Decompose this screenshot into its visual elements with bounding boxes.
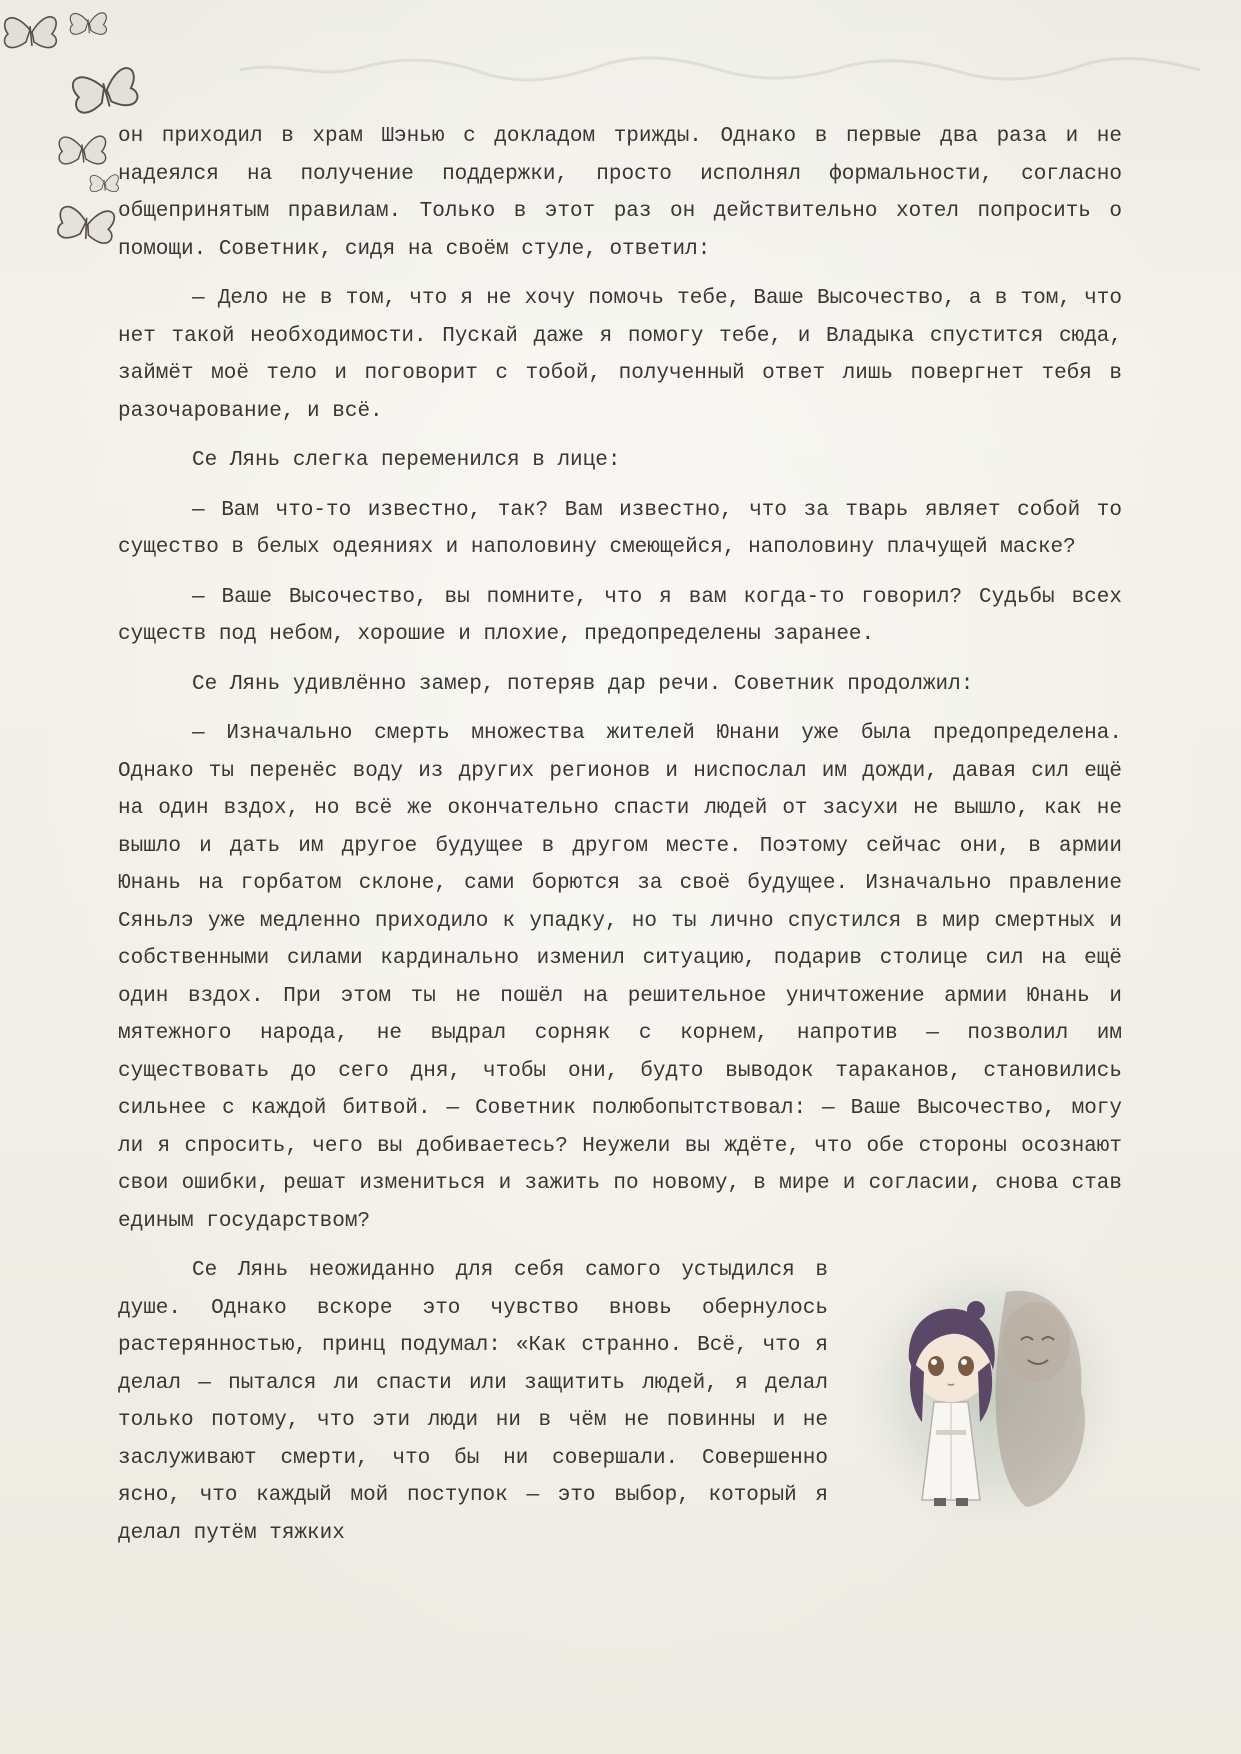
paragraph-6: Се Лянь удивлённо замер, потеряв дар речи. Советник продолжил: [192, 672, 974, 696]
paragraph-1: он приходил в храм Шэнью с докладом трижды. Однако в первые два раза и не надеялся на получение поддержки, просто исполнял формальности, согласно общепринятым правилам. Только в этот раз он действительно хотел попросить о помощи. Советник, сидя на своём стуле, ответил: [118, 125, 1122, 261]
paragraph-2: — Дело не в том, что я не хочу помочь тебе, Ваше Высочество, а в том, что нет такой необходимости. Пускай даже я помогу тебе, и Владыка спустится сюда, займёт моё тело и поговорит с тобой, полученный ответ лишь повергнет тебя в разочарование, и всё. [118, 287, 1122, 423]
chibi-character-illustration [856, 1252, 1122, 1530]
background-texture [240, 50, 1200, 90]
paragraph-4: — Вам что-то известно, так? Вам известно, что за тварь являет собой то существо в белых одеяниях и наполовину смеющейся, наполовину плачущей маске? [118, 498, 1122, 559]
paragraph-3: Се Лянь слегка переменился в лице: [192, 449, 621, 472]
wrapped-section [118, 1252, 1122, 1552]
paragraph-7: — Изначально смерть множества жителей Юнани уже была предопределена. Однако ты перенёс воду из других регионов и ниспослал им дожди, давая сил ещё на один вздох, но всё же окончательно спасти людей от засухи не вышло, как не вышло и дать им другое будущее в другом месте. Поэтому сейчас они, в армии Юнань на горбатом склоне, сами борются за своё будущее. Изначально правление Сяньлэ уже медленно приходило к упадку, но ты лично спустился в мир смертных и собственными силами кардинально изменил ситуацию, подарив столице сил на ещё один вздох. При этом ты не пошёл на решительное уничтожение армии Юнань и мятежного народа, не выдрал сорняк с корнем, напротив — позволил им существовать до сего дня, чтобы они, будто выводок тараканов, становились сильнее с каждой битвой. — Советник полюбопытствовал: — Ваше Высочество, могу ли я спросить, чего вы добиваетесь? Неужели вы ждёте, что обе стороны осознают свои ошибки, решат измениться и зажить по новому, в мире и согласии, снова став единым государством? [118, 722, 1122, 1233]
document-body [118, 118, 1122, 1552]
paragraph-5: — Ваше Высочество, вы помните, что я вам когда-то говорил? Судьбы всех существ под небом, хорошие и плохие, предопределены заранее. [118, 585, 1122, 646]
paragraph-8: Се Лянь неожиданно для себя самого устыдился в душе. Однако вскоре это чувство вновь обернулось растерянностью, принц подумал: «Как странно. Всё, что я делал — пытался ли спасти или защитить людей, я делал только потому, что эти люди ни в чём не повинны и не заслуживают смерти, что бы ни совершали. Совершенно ясно, что каждый мой поступок — это выбор, который я делал путём тяжких [118, 1259, 828, 1545]
